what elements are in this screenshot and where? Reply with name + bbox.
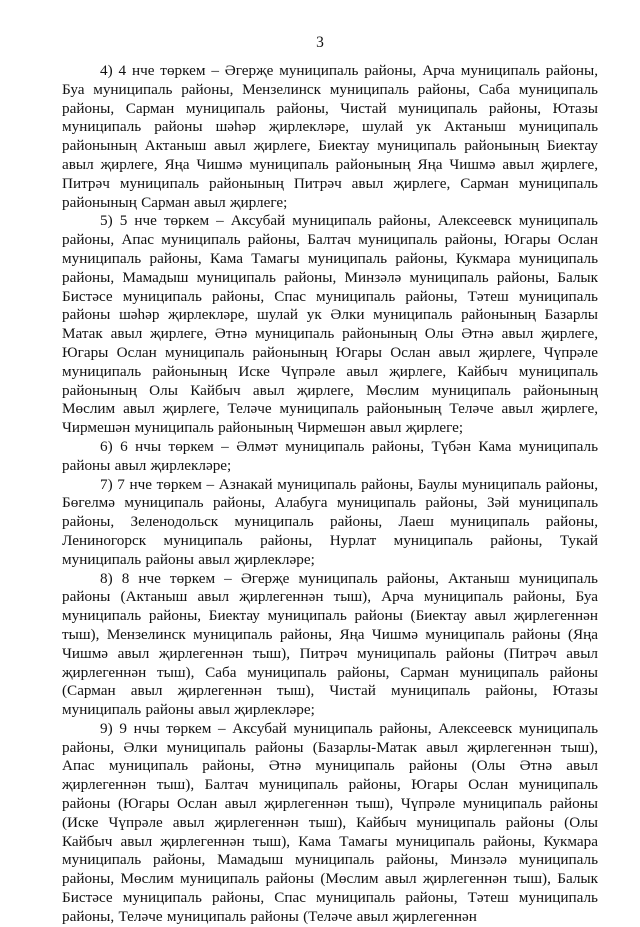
document-body <box>62 62 598 927</box>
paragraph-group-8: 8) 8 нче төркем – Әгерҗе муниципаль районы, Актаныш муниципаль районы (Актаныш авыл җирлегеннән тыш), Арча муниципаль районы, Буа муниципаль районы, Биектау муниципаль районы (Биектау авыл җирлегеннән тыш), Мензелинск муниципаль районы, Яңа Чишмә муниципаль районы (Яңа Чишмә авыл җирлегеннән тыш), Питрәч муниципаль районы (Питрәч авыл җирлегеннән тыш), Саба муниципаль районы, Сарман муниципаль районы (Сарман авыл җирлегеннән тыш), Чистай муниципаль районы, Ютазы муниципаль районы авыл җирлекләре; <box>62 569 598 719</box>
paragraph-group-9: 9) 9 нчы төркем – Аксубай муниципаль районы, Алексеевск муниципаль районы, Әлки муниципаль районы (Базарлы-Матак авыл җирлегеннән тыш), Апас муниципаль районы, Әтнә муниципаль районы (Олы Әтнә авыл җирлегеннән тыш), Балтач муниципаль районы, Югары Ослан муниципаль районы (Югары Ослан авыл җирлегеннән тыш), Чүпрәле муниципаль районы (Иске Чүпрәле авыл җирлегеннән тыш), Кайбыч муниципаль районы (Олы Кайбыч авыл җирлегеннән тыш), Кама Тамагы муниципаль районы, Кукмара муниципаль районы, Мамадыш муниципаль районы, Минзәлә муниципаль районы, Мөслим муниципаль районы (Мөслим авыл җирлегеннән тыш), Балык Бистәсе муниципаль районы, Спас муниципаль районы, Тәтеш муниципаль районы, Теләче муниципаль районы (Теләче авыл җирлегеннән <box>62 719 598 925</box>
paragraph-group-6: 6) 6 нчы төркем – Әлмәт муниципаль районы, Түбән Кама муниципаль районы авыл җирлекләре; <box>62 437 598 474</box>
paragraph-group-5: 5) 5 нче төркем – Аксубай муниципаль районы, Алексеевск муниципаль районы, Апас муниципаль районы, Балтач муниципаль районы, Югары Ослан муниципаль районы, Кама Тамагы муниципаль районы, Кукмара муниципаль районы, Мамадыш муниципаль районы, Минзәлә муниципаль районы, Балык Бистәсе муниципаль районы, Спас муниципаль районы, Тәтеш муниципаль районы шәһәр җирлекләре, шулай ук Әлки муниципаль районының Базарлы Матак авыл җирлеге, Әтнә муниципаль районының Олы Әтнә авыл җирлеге, Югары Ослан муниципаль районының Югары Ослан авыл җирлеге, Чүпрәле муниципаль районының Иске Чүпрәле авыл җирлеге, Кайбыч муниципаль районының Олы Кайбыч авыл җирлеге, Мөслим муниципаль районының Мөслим авыл җирлеге, Теләче муниципаль районының Теләче авыл җирлеге, Чирмешән муниципаль районының Чирмешән авыл җирлеге; <box>62 212 598 437</box>
paragraph-group-7: 7) 7 нче төркем – Азнакай муниципаль районы, Баулы муниципаль районы, Бөгелмә муниципаль районы, Алабуга муниципаль районы, Зәй муниципаль районы, Зеленодольск муниципаль районы, Лаеш муниципаль районы, Лениногорск муниципаль районы, Нурлат муниципаль районы, Тукай муниципаль районы авыл җирлекләре; <box>62 475 598 568</box>
paragraph-group-4: 4) 4 нче төркем – Әгерҗе муниципаль районы, Арча муниципаль районы, Буа муниципаль районы, Мензелинск муниципаль районы, Саба муниципаль районы, Сарман муниципаль районы, Чистай муниципаль районы, Ютазы муниципаль районы шәһәр җирлекләре, шулай ук Актаныш муниципаль районының Актаныш авыл җирлеге, Биектау муниципаль районының Биектау авыл җирлеге, Яңа Чишмә муниципаль районының Яңа Чишмә авыл җирлеге, Питрәч муниципаль районының Питрәч авыл җирлеге, Сарман муниципаль районының Сарман авыл җирлеге; <box>62 62 598 211</box>
page-number: 3 <box>316 34 324 51</box>
